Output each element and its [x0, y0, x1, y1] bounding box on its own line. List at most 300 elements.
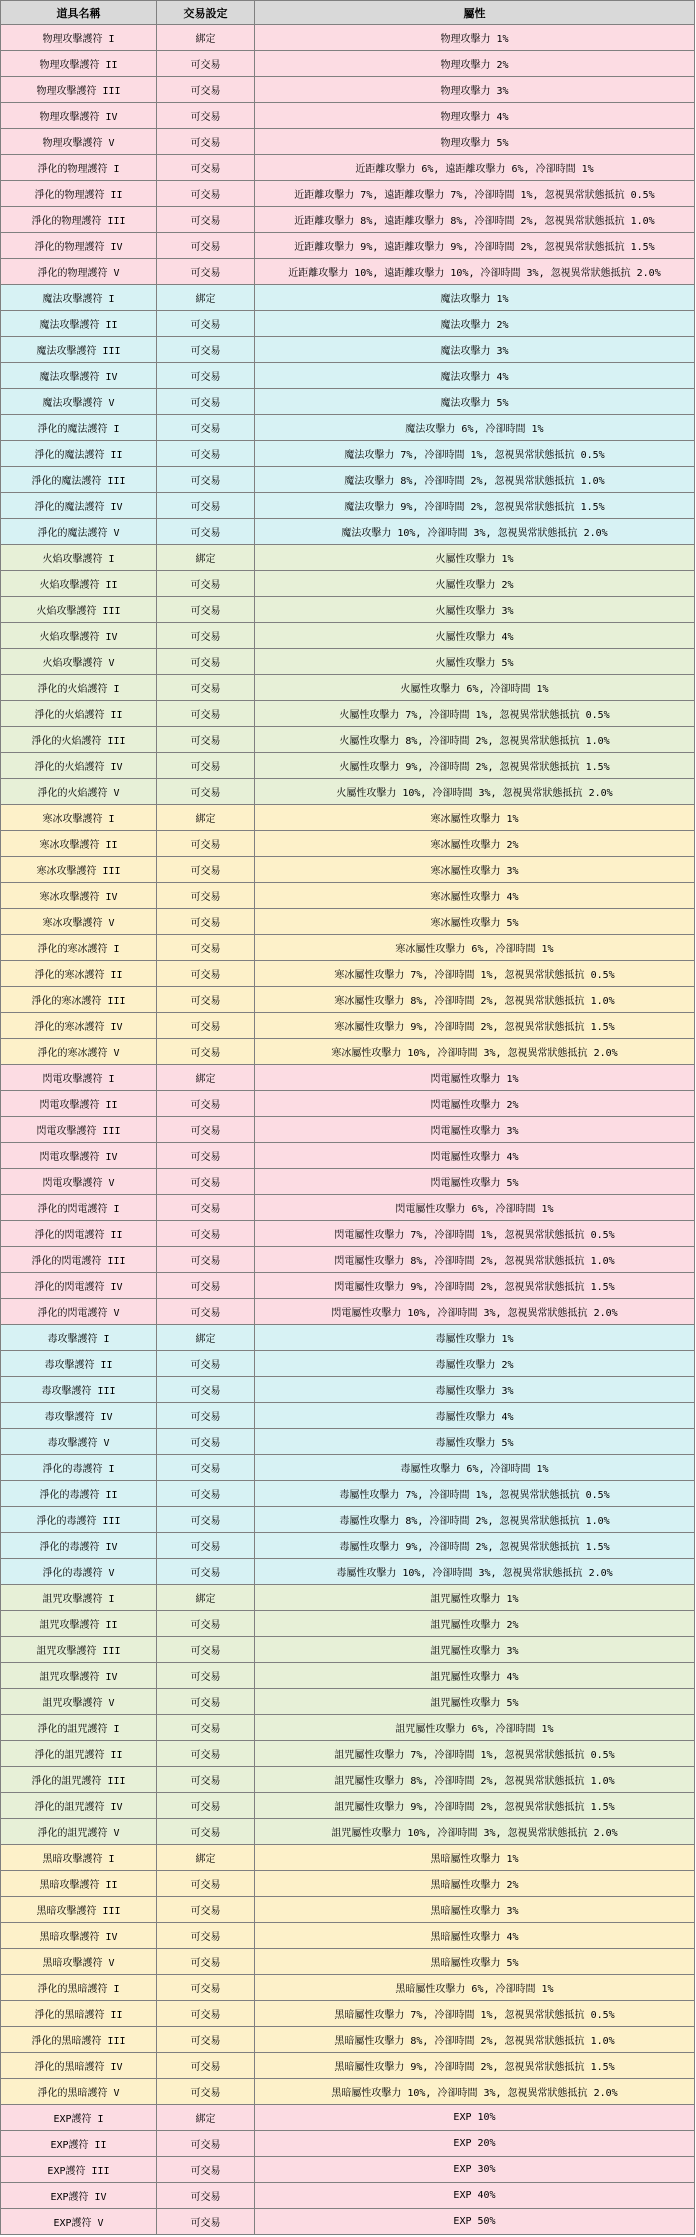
item-name-cell: 毒攻擊護符 V — [1, 1429, 157, 1455]
table-row — [1, 987, 695, 1013]
table-row — [1, 389, 695, 415]
table-row — [1, 337, 695, 363]
table-row — [1, 1481, 695, 1507]
trade-setting-cell: 可交易 — [157, 1299, 255, 1325]
trade-setting-cell: 綁定 — [157, 1325, 255, 1351]
item-name-cell: 閃電攻擊護符 I — [1, 1065, 157, 1091]
attribute-cell: 物理攻擊力 5% — [255, 129, 695, 155]
table-row — [1, 493, 695, 519]
attribute-cell: 閃電屬性攻擊力 8%, 冷卻時間 2%, 忽視異常狀態抵抗 1.0% — [255, 1247, 695, 1273]
attribute-cell: 寒冰屬性攻擊力 3% — [255, 857, 695, 883]
trade-setting-cell: 可交易 — [157, 1741, 255, 1767]
trade-setting-cell: 可交易 — [157, 1689, 255, 1715]
table-row — [1, 2157, 695, 2183]
trade-setting-cell: 可交易 — [157, 753, 255, 779]
trade-setting-cell: 可交易 — [157, 571, 255, 597]
trade-setting-cell: 綁定 — [157, 285, 255, 311]
item-name-cell: 火焰攻擊護符 IV — [1, 623, 157, 649]
attribute-cell: 魔法攻擊力 9%, 冷卻時間 2%, 忽視異常狀態抵抗 1.5% — [255, 493, 695, 519]
item-name-cell: 毒攻擊護符 III — [1, 1377, 157, 1403]
table-row — [1, 1897, 695, 1923]
table-row — [1, 805, 695, 831]
attribute-cell: 火屬性攻擊力 2% — [255, 571, 695, 597]
table-row — [1, 857, 695, 883]
item-name-cell: EXP護符 I — [1, 2105, 157, 2131]
trade-setting-cell: 可交易 — [157, 2027, 255, 2053]
trade-setting-cell: 可交易 — [157, 51, 255, 77]
trade-setting-cell: 可交易 — [157, 1559, 255, 1585]
table-row — [1, 1403, 695, 1429]
attribute-cell: 閃電屬性攻擊力 6%, 冷卻時間 1% — [255, 1195, 695, 1221]
trade-setting-cell: 綁定 — [157, 1845, 255, 1871]
attribute-cell: 毒屬性攻擊力 2% — [255, 1351, 695, 1377]
item-name-cell: 淨化的閃電護符 I — [1, 1195, 157, 1221]
attribute-cell: 詛咒屬性攻擊力 6%, 冷卻時間 1% — [255, 1715, 695, 1741]
table-row — [1, 753, 695, 779]
trade-setting-cell: 可交易 — [157, 1377, 255, 1403]
item-name-cell: 黑暗攻擊護符 V — [1, 1949, 157, 1975]
item-name-cell: 淨化的火焰護符 II — [1, 701, 157, 727]
item-name-cell: 詛咒攻擊護符 I — [1, 1585, 157, 1611]
attribute-cell: 黑暗屬性攻擊力 3% — [255, 1897, 695, 1923]
attribute-cell: EXP 20% — [255, 2131, 695, 2157]
table-row — [1, 1819, 695, 1845]
trade-setting-cell: 可交易 — [157, 987, 255, 1013]
item-name-cell: 詛咒攻擊護符 III — [1, 1637, 157, 1663]
item-name-cell: 魔法攻擊護符 I — [1, 285, 157, 311]
item-name-cell: 魔法攻擊護符 II — [1, 311, 157, 337]
item-name-cell: 淨化的寒冰護符 IV — [1, 1013, 157, 1039]
item-name-cell: 魔法攻擊護符 III — [1, 337, 157, 363]
trade-setting-cell: 可交易 — [157, 103, 255, 129]
attribute-cell: 魔法攻擊力 7%, 冷卻時間 1%, 忽視異常狀態抵抗 0.5% — [255, 441, 695, 467]
attribute-cell: 黑暗屬性攻擊力 1% — [255, 1845, 695, 1871]
attribute-cell: 閃電屬性攻擊力 1% — [255, 1065, 695, 1091]
item-name-cell: 淨化的閃電護符 IV — [1, 1273, 157, 1299]
trade-setting-cell: 可交易 — [157, 649, 255, 675]
table-row — [1, 727, 695, 753]
table-row — [1, 545, 695, 571]
trade-setting-cell: 可交易 — [157, 1351, 255, 1377]
table-row — [1, 1845, 695, 1871]
trade-setting-cell: 可交易 — [157, 961, 255, 987]
header-trade-setting: 交易設定 — [157, 1, 255, 25]
trade-setting-cell: 可交易 — [157, 2079, 255, 2105]
trade-setting-cell: 可交易 — [157, 1611, 255, 1637]
attribute-cell: 黑暗屬性攻擊力 10%, 冷卻時間 3%, 忽視異常狀態抵抗 2.0% — [255, 2079, 695, 2105]
attribute-cell: 詛咒屬性攻擊力 7%, 冷卻時間 1%, 忽視異常狀態抵抗 0.5% — [255, 1741, 695, 1767]
item-name-cell: 淨化的物理護符 II — [1, 181, 157, 207]
item-name-cell: 火焰攻擊護符 I — [1, 545, 157, 571]
item-name-cell: EXP護符 IV — [1, 2183, 157, 2209]
item-name-cell: 淨化的黑暗護符 II — [1, 2001, 157, 2027]
table-row — [1, 51, 695, 77]
attribute-cell: 詛咒屬性攻擊力 3% — [255, 1637, 695, 1663]
trade-setting-cell: 可交易 — [157, 415, 255, 441]
trade-setting-cell: 可交易 — [157, 337, 255, 363]
attribute-cell: EXP 10% — [255, 2105, 695, 2131]
item-name-cell: 淨化的火焰護符 III — [1, 727, 157, 753]
trade-setting-cell: 綁定 — [157, 1585, 255, 1611]
table-row — [1, 597, 695, 623]
table-body — [1, 25, 695, 2235]
table-row — [1, 1117, 695, 1143]
item-name-cell: 淨化的毒護符 V — [1, 1559, 157, 1585]
table-row — [1, 1065, 695, 1091]
table-row — [1, 1663, 695, 1689]
item-name-cell: 淨化的黑暗護符 IV — [1, 2053, 157, 2079]
item-name-cell: 淨化的寒冰護符 I — [1, 935, 157, 961]
table-row — [1, 649, 695, 675]
attribute-cell: 寒冰屬性攻擊力 5% — [255, 909, 695, 935]
table-row — [1, 2209, 695, 2235]
trade-setting-cell: 可交易 — [157, 1013, 255, 1039]
trade-setting-cell: 可交易 — [157, 2131, 255, 2157]
attribute-cell: 詛咒屬性攻擊力 8%, 冷卻時間 2%, 忽視異常狀態抵抗 1.0% — [255, 1767, 695, 1793]
item-name-cell: 淨化的毒護符 IV — [1, 1533, 157, 1559]
trade-setting-cell: 可交易 — [157, 363, 255, 389]
table-row — [1, 1091, 695, 1117]
trade-setting-cell: 可交易 — [157, 2209, 255, 2235]
trade-setting-cell: 可交易 — [157, 1455, 255, 1481]
attribute-cell: 寒冰屬性攻擊力 7%, 冷卻時間 1%, 忽視異常狀態抵抗 0.5% — [255, 961, 695, 987]
attribute-cell: 寒冰屬性攻擊力 4% — [255, 883, 695, 909]
item-name-cell: EXP護符 V — [1, 2209, 157, 2235]
item-name-cell: 淨化的物理護符 I — [1, 155, 157, 181]
attribute-cell: 黑暗屬性攻擊力 7%, 冷卻時間 1%, 忽視異常狀態抵抗 0.5% — [255, 2001, 695, 2027]
table-row — [1, 1377, 695, 1403]
table-row — [1, 1039, 695, 1065]
table-row — [1, 1013, 695, 1039]
table-row — [1, 1325, 695, 1351]
trade-setting-cell: 可交易 — [157, 675, 255, 701]
trade-setting-cell: 可交易 — [157, 1039, 255, 1065]
table-row — [1, 285, 695, 311]
attribute-cell: 毒屬性攻擊力 4% — [255, 1403, 695, 1429]
attribute-cell: 近距離攻擊力 10%, 遠距離攻擊力 10%, 冷卻時間 3%, 忽視異常狀態抵抗 2.0% — [255, 259, 695, 285]
item-name-cell: 淨化的詛咒護符 II — [1, 1741, 157, 1767]
attribute-cell: 閃電屬性攻擊力 5% — [255, 1169, 695, 1195]
table-row — [1, 103, 695, 129]
item-name-cell: 毒攻擊護符 IV — [1, 1403, 157, 1429]
attribute-cell: 物理攻擊力 1% — [255, 25, 695, 51]
table-row — [1, 1143, 695, 1169]
attribute-cell: 毒屬性攻擊力 1% — [255, 1325, 695, 1351]
trade-setting-cell: 可交易 — [157, 1169, 255, 1195]
table-row — [1, 259, 695, 285]
trade-setting-cell: 可交易 — [157, 779, 255, 805]
table-row — [1, 1273, 695, 1299]
trade-setting-cell: 可交易 — [157, 1091, 255, 1117]
item-name-cell: 物理攻擊護符 I — [1, 25, 157, 51]
trade-setting-cell: 可交易 — [157, 1507, 255, 1533]
attribute-cell: 黑暗屬性攻擊力 8%, 冷卻時間 2%, 忽視異常狀態抵抗 1.0% — [255, 2027, 695, 2053]
item-name-cell: 魔法攻擊護符 V — [1, 389, 157, 415]
item-name-cell: 毒攻擊護符 I — [1, 1325, 157, 1351]
trade-setting-cell: 可交易 — [157, 597, 255, 623]
item-name-cell: 物理攻擊護符 II — [1, 51, 157, 77]
table-row — [1, 1585, 695, 1611]
attribute-cell: 魔法攻擊力 8%, 冷卻時間 2%, 忽視異常狀態抵抗 1.0% — [255, 467, 695, 493]
table-row — [1, 1351, 695, 1377]
attribute-cell: EXP 30% — [255, 2157, 695, 2183]
item-name-cell: 淨化的物理護符 IV — [1, 233, 157, 259]
table-row — [1, 415, 695, 441]
item-name-cell: 寒冰攻擊護符 IV — [1, 883, 157, 909]
trade-setting-cell: 可交易 — [157, 467, 255, 493]
attribute-cell: 魔法攻擊力 6%, 冷卻時間 1% — [255, 415, 695, 441]
trade-setting-cell: 綁定 — [157, 805, 255, 831]
table-row — [1, 1637, 695, 1663]
attribute-cell: 詛咒屬性攻擊力 10%, 冷卻時間 3%, 忽視異常狀態抵抗 2.0% — [255, 1819, 695, 1845]
trade-setting-cell: 可交易 — [157, 1975, 255, 2001]
attribute-cell: 寒冰屬性攻擊力 10%, 冷卻時間 3%, 忽視異常狀態抵抗 2.0% — [255, 1039, 695, 1065]
table-row — [1, 1247, 695, 1273]
table-row — [1, 1741, 695, 1767]
attribute-cell: 閃電屬性攻擊力 3% — [255, 1117, 695, 1143]
trade-setting-cell: 可交易 — [157, 1273, 255, 1299]
item-name-cell: 淨化的火焰護符 I — [1, 675, 157, 701]
item-name-cell: 淨化的魔法護符 V — [1, 519, 157, 545]
trade-setting-cell: 可交易 — [157, 1221, 255, 1247]
trade-setting-cell: 可交易 — [157, 623, 255, 649]
table-row — [1, 129, 695, 155]
table-row — [1, 1221, 695, 1247]
table-row — [1, 2131, 695, 2157]
item-name-cell: 火焰攻擊護符 V — [1, 649, 157, 675]
item-name-cell: 淨化的閃電護符 II — [1, 1221, 157, 1247]
attribute-cell: 火屬性攻擊力 10%, 冷卻時間 3%, 忽視異常狀態抵抗 2.0% — [255, 779, 695, 805]
attribute-cell: 毒屬性攻擊力 10%, 冷卻時間 3%, 忽視異常狀態抵抗 2.0% — [255, 1559, 695, 1585]
table-row — [1, 207, 695, 233]
item-name-cell: EXP護符 II — [1, 2131, 157, 2157]
attribute-cell: 火屬性攻擊力 7%, 冷卻時間 1%, 忽視異常狀態抵抗 0.5% — [255, 701, 695, 727]
item-name-cell: 黑暗攻擊護符 IV — [1, 1923, 157, 1949]
table-row — [1, 1767, 695, 1793]
table-row — [1, 1299, 695, 1325]
item-name-cell: 詛咒攻擊護符 IV — [1, 1663, 157, 1689]
trade-setting-cell: 可交易 — [157, 259, 255, 285]
item-name-cell: 詛咒攻擊護符 V — [1, 1689, 157, 1715]
trade-setting-cell: 可交易 — [157, 1533, 255, 1559]
trade-setting-cell: 可交易 — [157, 1403, 255, 1429]
trade-setting-cell: 可交易 — [157, 2157, 255, 2183]
table-row — [1, 701, 695, 727]
attribute-cell: 魔法攻擊力 3% — [255, 337, 695, 363]
attribute-cell: 近距離攻擊力 6%, 遠距離攻擊力 6%, 冷卻時間 1% — [255, 155, 695, 181]
item-name-cell: 淨化的火焰護符 V — [1, 779, 157, 805]
item-name-cell: 淨化的詛咒護符 III — [1, 1767, 157, 1793]
trade-setting-cell: 可交易 — [157, 1247, 255, 1273]
attribute-cell: 物理攻擊力 4% — [255, 103, 695, 129]
table-row — [1, 1195, 695, 1221]
attribute-cell: 近距離攻擊力 8%, 遠距離攻擊力 8%, 冷卻時間 2%, 忽視異常狀態抵抗 1.0% — [255, 207, 695, 233]
attribute-cell: 寒冰屬性攻擊力 2% — [255, 831, 695, 857]
item-name-cell: 黑暗攻擊護符 III — [1, 1897, 157, 1923]
table-row — [1, 311, 695, 337]
attribute-cell: 火屬性攻擊力 8%, 冷卻時間 2%, 忽視異常狀態抵抗 1.0% — [255, 727, 695, 753]
table-row — [1, 519, 695, 545]
trade-setting-cell: 可交易 — [157, 1429, 255, 1455]
item-name-cell: 閃電攻擊護符 V — [1, 1169, 157, 1195]
item-name-cell: 寒冰攻擊護符 II — [1, 831, 157, 857]
table-row — [1, 831, 695, 857]
table-row — [1, 1611, 695, 1637]
attribute-cell: 近距離攻擊力 9%, 遠距離攻擊力 9%, 冷卻時間 2%, 忽視異常狀態抵抗 1.5% — [255, 233, 695, 259]
attribute-cell: 火屬性攻擊力 3% — [255, 597, 695, 623]
attribute-cell: 詛咒屬性攻擊力 9%, 冷卻時間 2%, 忽視異常狀態抵抗 1.5% — [255, 1793, 695, 1819]
table-row — [1, 2027, 695, 2053]
trade-setting-cell: 可交易 — [157, 1663, 255, 1689]
trade-setting-cell: 可交易 — [157, 1481, 255, 1507]
table-row — [1, 2001, 695, 2027]
attribute-cell: 火屬性攻擊力 5% — [255, 649, 695, 675]
item-name-cell: 火焰攻擊護符 II — [1, 571, 157, 597]
item-name-cell: 淨化的詛咒護符 IV — [1, 1793, 157, 1819]
trade-setting-cell: 可交易 — [157, 701, 255, 727]
table-row — [1, 77, 695, 103]
trade-setting-cell: 可交易 — [157, 1715, 255, 1741]
attribute-cell: 閃電屬性攻擊力 2% — [255, 1091, 695, 1117]
trade-setting-cell: 可交易 — [157, 1923, 255, 1949]
attribute-cell: 近距離攻擊力 7%, 遠距離攻擊力 7%, 冷卻時間 1%, 忽視異常狀態抵抗 0.5% — [255, 181, 695, 207]
item-name-cell: 淨化的寒冰護符 V — [1, 1039, 157, 1065]
table-row — [1, 571, 695, 597]
item-name-cell: 淨化的詛咒護符 I — [1, 1715, 157, 1741]
attribute-cell: 物理攻擊力 2% — [255, 51, 695, 77]
trade-setting-cell: 綁定 — [157, 1065, 255, 1091]
attribute-cell: 閃電屬性攻擊力 9%, 冷卻時間 2%, 忽視異常狀態抵抗 1.5% — [255, 1273, 695, 1299]
attribute-cell: 物理攻擊力 3% — [255, 77, 695, 103]
table-row — [1, 2053, 695, 2079]
attribute-cell: 詛咒屬性攻擊力 4% — [255, 1663, 695, 1689]
attribute-cell: 火屬性攻擊力 4% — [255, 623, 695, 649]
trade-setting-cell: 可交易 — [157, 207, 255, 233]
table-row — [1, 1689, 695, 1715]
attribute-cell: 寒冰屬性攻擊力 6%, 冷卻時間 1% — [255, 935, 695, 961]
header-row — [1, 1, 695, 25]
table-row — [1, 1169, 695, 1195]
item-name-cell: 淨化的閃電護符 III — [1, 1247, 157, 1273]
item-name-cell: 淨化的魔法護符 I — [1, 415, 157, 441]
trade-setting-cell: 可交易 — [157, 2053, 255, 2079]
table-row — [1, 1975, 695, 2001]
trade-setting-cell: 可交易 — [157, 129, 255, 155]
attribute-cell: 黑暗屬性攻擊力 9%, 冷卻時間 2%, 忽視異常狀態抵抗 1.5% — [255, 2053, 695, 2079]
trade-setting-cell: 可交易 — [157, 181, 255, 207]
attribute-cell: 毒屬性攻擊力 7%, 冷卻時間 1%, 忽視異常狀態抵抗 0.5% — [255, 1481, 695, 1507]
attribute-cell: 毒屬性攻擊力 8%, 冷卻時間 2%, 忽視異常狀態抵抗 1.0% — [255, 1507, 695, 1533]
trade-setting-cell: 綁定 — [157, 2105, 255, 2131]
item-name-cell: EXP護符 III — [1, 2157, 157, 2183]
table-row — [1, 961, 695, 987]
table-row — [1, 779, 695, 805]
attribute-cell: 魔法攻擊力 10%, 冷卻時間 3%, 忽視異常狀態抵抗 2.0% — [255, 519, 695, 545]
item-name-cell: 魔法攻擊護符 IV — [1, 363, 157, 389]
item-name-cell: 詛咒攻擊護符 II — [1, 1611, 157, 1637]
item-name-cell: 寒冰攻擊護符 III — [1, 857, 157, 883]
attribute-cell: EXP 40% — [255, 2183, 695, 2209]
item-name-cell: 淨化的毒護符 II — [1, 1481, 157, 1507]
item-name-cell: 淨化的魔法護符 III — [1, 467, 157, 493]
item-name-cell: 淨化的魔法護符 II — [1, 441, 157, 467]
item-name-cell: 閃電攻擊護符 II — [1, 1091, 157, 1117]
attribute-cell: 魔法攻擊力 5% — [255, 389, 695, 415]
attribute-cell: 黑暗屬性攻擊力 6%, 冷卻時間 1% — [255, 1975, 695, 2001]
attribute-cell: 魔法攻擊力 1% — [255, 285, 695, 311]
trade-setting-cell: 可交易 — [157, 519, 255, 545]
attribute-cell: 毒屬性攻擊力 3% — [255, 1377, 695, 1403]
attribute-cell: 詛咒屬性攻擊力 2% — [255, 1611, 695, 1637]
attribute-cell: 毒屬性攻擊力 9%, 冷卻時間 2%, 忽視異常狀態抵抗 1.5% — [255, 1533, 695, 1559]
item-name-cell: 淨化的物理護符 III — [1, 207, 157, 233]
item-name-cell: 淨化的物理護符 V — [1, 259, 157, 285]
attribute-cell: 寒冰屬性攻擊力 1% — [255, 805, 695, 831]
item-name-cell: 淨化的閃電護符 V — [1, 1299, 157, 1325]
trade-setting-cell: 可交易 — [157, 1637, 255, 1663]
table-row — [1, 25, 695, 51]
trade-setting-cell: 可交易 — [157, 727, 255, 753]
table-row — [1, 1533, 695, 1559]
item-name-cell: 閃電攻擊護符 IV — [1, 1143, 157, 1169]
table-row — [1, 441, 695, 467]
trade-setting-cell: 可交易 — [157, 831, 255, 857]
item-name-cell: 淨化的火焰護符 IV — [1, 753, 157, 779]
table-row — [1, 2105, 695, 2131]
attribute-cell: 魔法攻擊力 2% — [255, 311, 695, 337]
table-row — [1, 1793, 695, 1819]
header-item-name: 道具名稱 — [1, 1, 157, 25]
item-name-cell: 黑暗攻擊護符 I — [1, 1845, 157, 1871]
item-name-cell: 淨化的魔法護符 IV — [1, 493, 157, 519]
item-name-cell: 寒冰攻擊護符 I — [1, 805, 157, 831]
table-row — [1, 1715, 695, 1741]
trade-setting-cell: 可交易 — [157, 909, 255, 935]
table-row — [1, 623, 695, 649]
table-row — [1, 1923, 695, 1949]
attribute-cell: 黑暗屬性攻擊力 4% — [255, 1923, 695, 1949]
attribute-cell: 黑暗屬性攻擊力 2% — [255, 1871, 695, 1897]
attribute-cell: 火屬性攻擊力 1% — [255, 545, 695, 571]
trade-setting-cell: 綁定 — [157, 545, 255, 571]
item-name-cell: 淨化的毒護符 III — [1, 1507, 157, 1533]
trade-setting-cell: 可交易 — [157, 441, 255, 467]
trade-setting-cell: 可交易 — [157, 1871, 255, 1897]
trade-setting-cell: 可交易 — [157, 2001, 255, 2027]
table-row — [1, 1507, 695, 1533]
attribute-cell: EXP 50% — [255, 2209, 695, 2235]
attribute-cell: 詛咒屬性攻擊力 5% — [255, 1689, 695, 1715]
table-row — [1, 233, 695, 259]
table-row — [1, 1871, 695, 1897]
item-name-cell: 淨化的寒冰護符 II — [1, 961, 157, 987]
item-name-cell: 物理攻擊護符 III — [1, 77, 157, 103]
table-row — [1, 2183, 695, 2209]
table-row — [1, 181, 695, 207]
trade-setting-cell: 可交易 — [157, 1143, 255, 1169]
item-name-cell: 淨化的黑暗護符 I — [1, 1975, 157, 2001]
item-name-cell: 寒冰攻擊護符 V — [1, 909, 157, 935]
trade-setting-cell: 可交易 — [157, 1793, 255, 1819]
table-row — [1, 1429, 695, 1455]
table-row — [1, 467, 695, 493]
trade-setting-cell: 可交易 — [157, 2183, 255, 2209]
trade-setting-cell: 可交易 — [157, 77, 255, 103]
attribute-cell: 寒冰屬性攻擊力 8%, 冷卻時間 2%, 忽視異常狀態抵抗 1.0% — [255, 987, 695, 1013]
attribute-cell: 毒屬性攻擊力 5% — [255, 1429, 695, 1455]
table-row — [1, 883, 695, 909]
trade-setting-cell: 可交易 — [157, 1767, 255, 1793]
